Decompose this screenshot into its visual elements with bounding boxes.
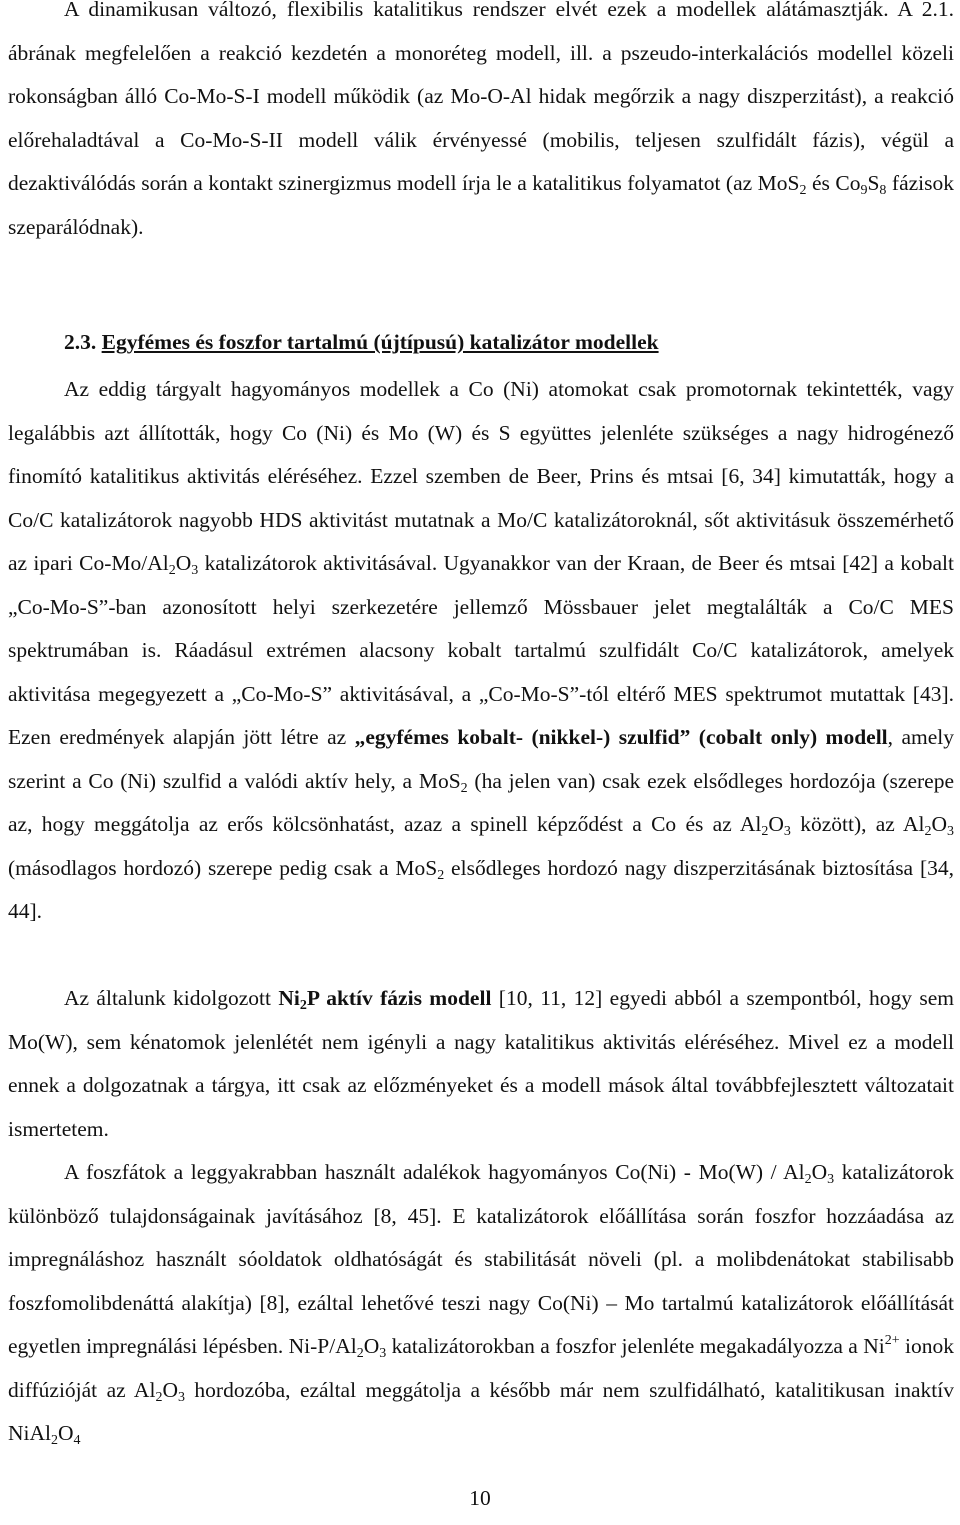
subscript: 2	[299, 998, 307, 1013]
text-run: Az eddig tárgyalt hagyományos modellek a Co (Ni) atomokat csak promotornak tekintették, vagy legalábbis azt állították, hogy Co (Ni) és Mo (W) és S együttes jelenléte szükséges a nagy hidrogénező finomító katalitikus aktivitás eléréséhez. Ezzel szemben de Beer, Prins és mtsai [6, 34] kimutatták, hogy a Co/C katalizátorok nagyobb HDS aktivitást mutatnak a Mo/C katalizátoroknál, sőt aktivitásuk összemérhető az ipari Co-Mo/Al	[8, 377, 954, 575]
text-run: A foszfátok a leggyakrabban használt adalékok hagyományos Co(Ni) - Mo(W) / Al	[64, 1160, 805, 1184]
text-run: (ha jelen van) csak ezek elsődleges hordozója (szerepe az, hogy meggátolja az erős kölcsönhatást, azaz a spinell képződést a Co és az Al	[8, 768, 954, 836]
subscript: 2	[460, 780, 468, 796]
text-run: O	[811, 1160, 828, 1184]
text-run: ionok diffúzióját az Al	[8, 1334, 954, 1402]
section-number: 2.3.	[64, 330, 97, 354]
text-run: O	[931, 812, 947, 836]
subscript: 3	[783, 824, 791, 839]
subscript: 3	[177, 1389, 185, 1405]
text-run: O	[768, 812, 784, 836]
subscript: 2	[804, 1172, 812, 1187]
subscript: 3	[379, 1346, 387, 1361]
subscript: 9	[860, 183, 868, 198]
subscript: 4	[73, 1433, 81, 1448]
superscript: 2+	[884, 1333, 900, 1348]
paragraph-phosphates	[8, 1151, 954, 1456]
text-run: O	[58, 1421, 74, 1445]
text-run: katalizátorok aktivitásával. Ugyanakkor van der Kraan, de Beer és mtsai [42] a kobalt „Co-Mo-S”-ban azonosított helyi szerkezetére jellemző Mössbauer jelet megtalálták a Co/C MES spektrumában is. Ráadásul extrémen alacsony kobalt tartalmú szulfidált Co/C katalizátorok, amelyek aktivitása megegyezett a „Co-Mo-S” aktivitásával, a „Co-Mo-S”-tól eltérő MES spektrumot mutattak [43]. Ezen eredmények alapján jött létre az	[8, 551, 955, 749]
text-run: között), az Al	[790, 812, 925, 836]
subscript: 2	[356, 1346, 364, 1361]
section-heading	[64, 322, 659, 362]
text-run: katalizátorok különböző tulajdonságainak javításához [8, 45]. E katalizátorok előállítása során foszfor hozzáadása az impregnáláshoz használt sóoldatok oldhatóságát és stabilitását növeli (pl. a molibdenátokat stabilisabb foszfomolibdenáttá alakítja) [8], ezáltal lehetővé teszi nagy Co(Ni) – Mo tartalmú katalizátorok előállítását egyetlen impregnálási lépésben. Ni-P/Al	[8, 1160, 954, 1358]
text-run: A dinamikusan változó, flexibilis katalitikus rendszer elvét ezek a modellek alátámasztják. A 2.1. ábrának megfelelően a reakció kezdetén a monoréteg modell, ill. a pszeudo-interkalációs modellel közeli rokonságban álló Co-Mo-S-I modell működik (az Mo-O-Al hidak megőrzik a nagy diszperzitást), a reakció előrehaladtával a Co-Mo-S-II modell válik érvényessé (mobilis, teljesen szulfidált fázis), végül a dezaktiválódás során a kontakt szinergizmus modell írja le a katalitikus folyamatot (az MoS	[8, 0, 954, 195]
text-run: és Co	[806, 171, 861, 195]
text-run: S	[867, 171, 880, 195]
bold-run: P aktív fázis modell	[306, 986, 492, 1010]
subscript: 3	[947, 824, 954, 839]
subscript: 2	[761, 824, 769, 839]
subscript: 2	[799, 183, 807, 198]
bold-run: Ni	[278, 986, 300, 1010]
subscript: 2	[51, 1433, 58, 1448]
text-run: fázisok szeparálódnak).	[8, 171, 954, 239]
text-run: hordozóba, ezáltal meggátolja a később már nem szulfidálható, katalitikusan inaktív NiAl	[8, 1377, 954, 1445]
text-run: , amely szerint a Co (Ni) szulfid a valódi aktív hely, a MoS	[8, 725, 954, 793]
text-run: katalizátorokban a foszfor jelenléte megakadályozza a Ni	[386, 1334, 885, 1358]
subscript: 3	[191, 563, 199, 578]
paragraph-dynamic-system	[8, 0, 954, 249]
text-run: elsődleges hordozó nagy diszperzitásának biztosítása [34, 44].	[8, 855, 954, 923]
text-run: O	[175, 551, 192, 575]
text-run: O	[363, 1334, 380, 1358]
subscript: 3	[827, 1172, 835, 1187]
subscript: 2	[155, 1389, 163, 1405]
subscript: 2	[924, 824, 932, 839]
bold-term: „egyfémes kobalt- (nikkel-) szulfid” (cobalt only) modell	[354, 725, 888, 749]
subscript: 8	[879, 183, 887, 198]
text-run: [10, 11, 12] egyedi abból a szempontból, hogy sem Mo(W), sem kénatomok jelenlétét nem igényli a nagy katalitikus aktivitás eléréséhez. Mivel ez a modell ennek a dolgozatnak a tárgya, itt csak az előzményeket és a modell mások által továbbfejlesztett változatait ismertetem.	[8, 986, 955, 1141]
page-number: 10	[469, 1486, 491, 1510]
text-run: (másodlagos hordozó) szerepe pedig csak a MoS	[8, 855, 438, 880]
text-run: Az általunk kidolgozott	[64, 986, 279, 1010]
paragraph-ni2p-model	[8, 977, 954, 1151]
subscript: 2	[168, 563, 176, 578]
text-run: O	[162, 1377, 178, 1402]
paragraph-cobalt-only	[8, 368, 954, 934]
section-title: Egyfémes és foszfor tartalmú (újtípusú) katalizátor modellek	[101, 330, 659, 354]
subscript: 2	[437, 867, 445, 883]
bold-term	[278, 986, 492, 1013]
